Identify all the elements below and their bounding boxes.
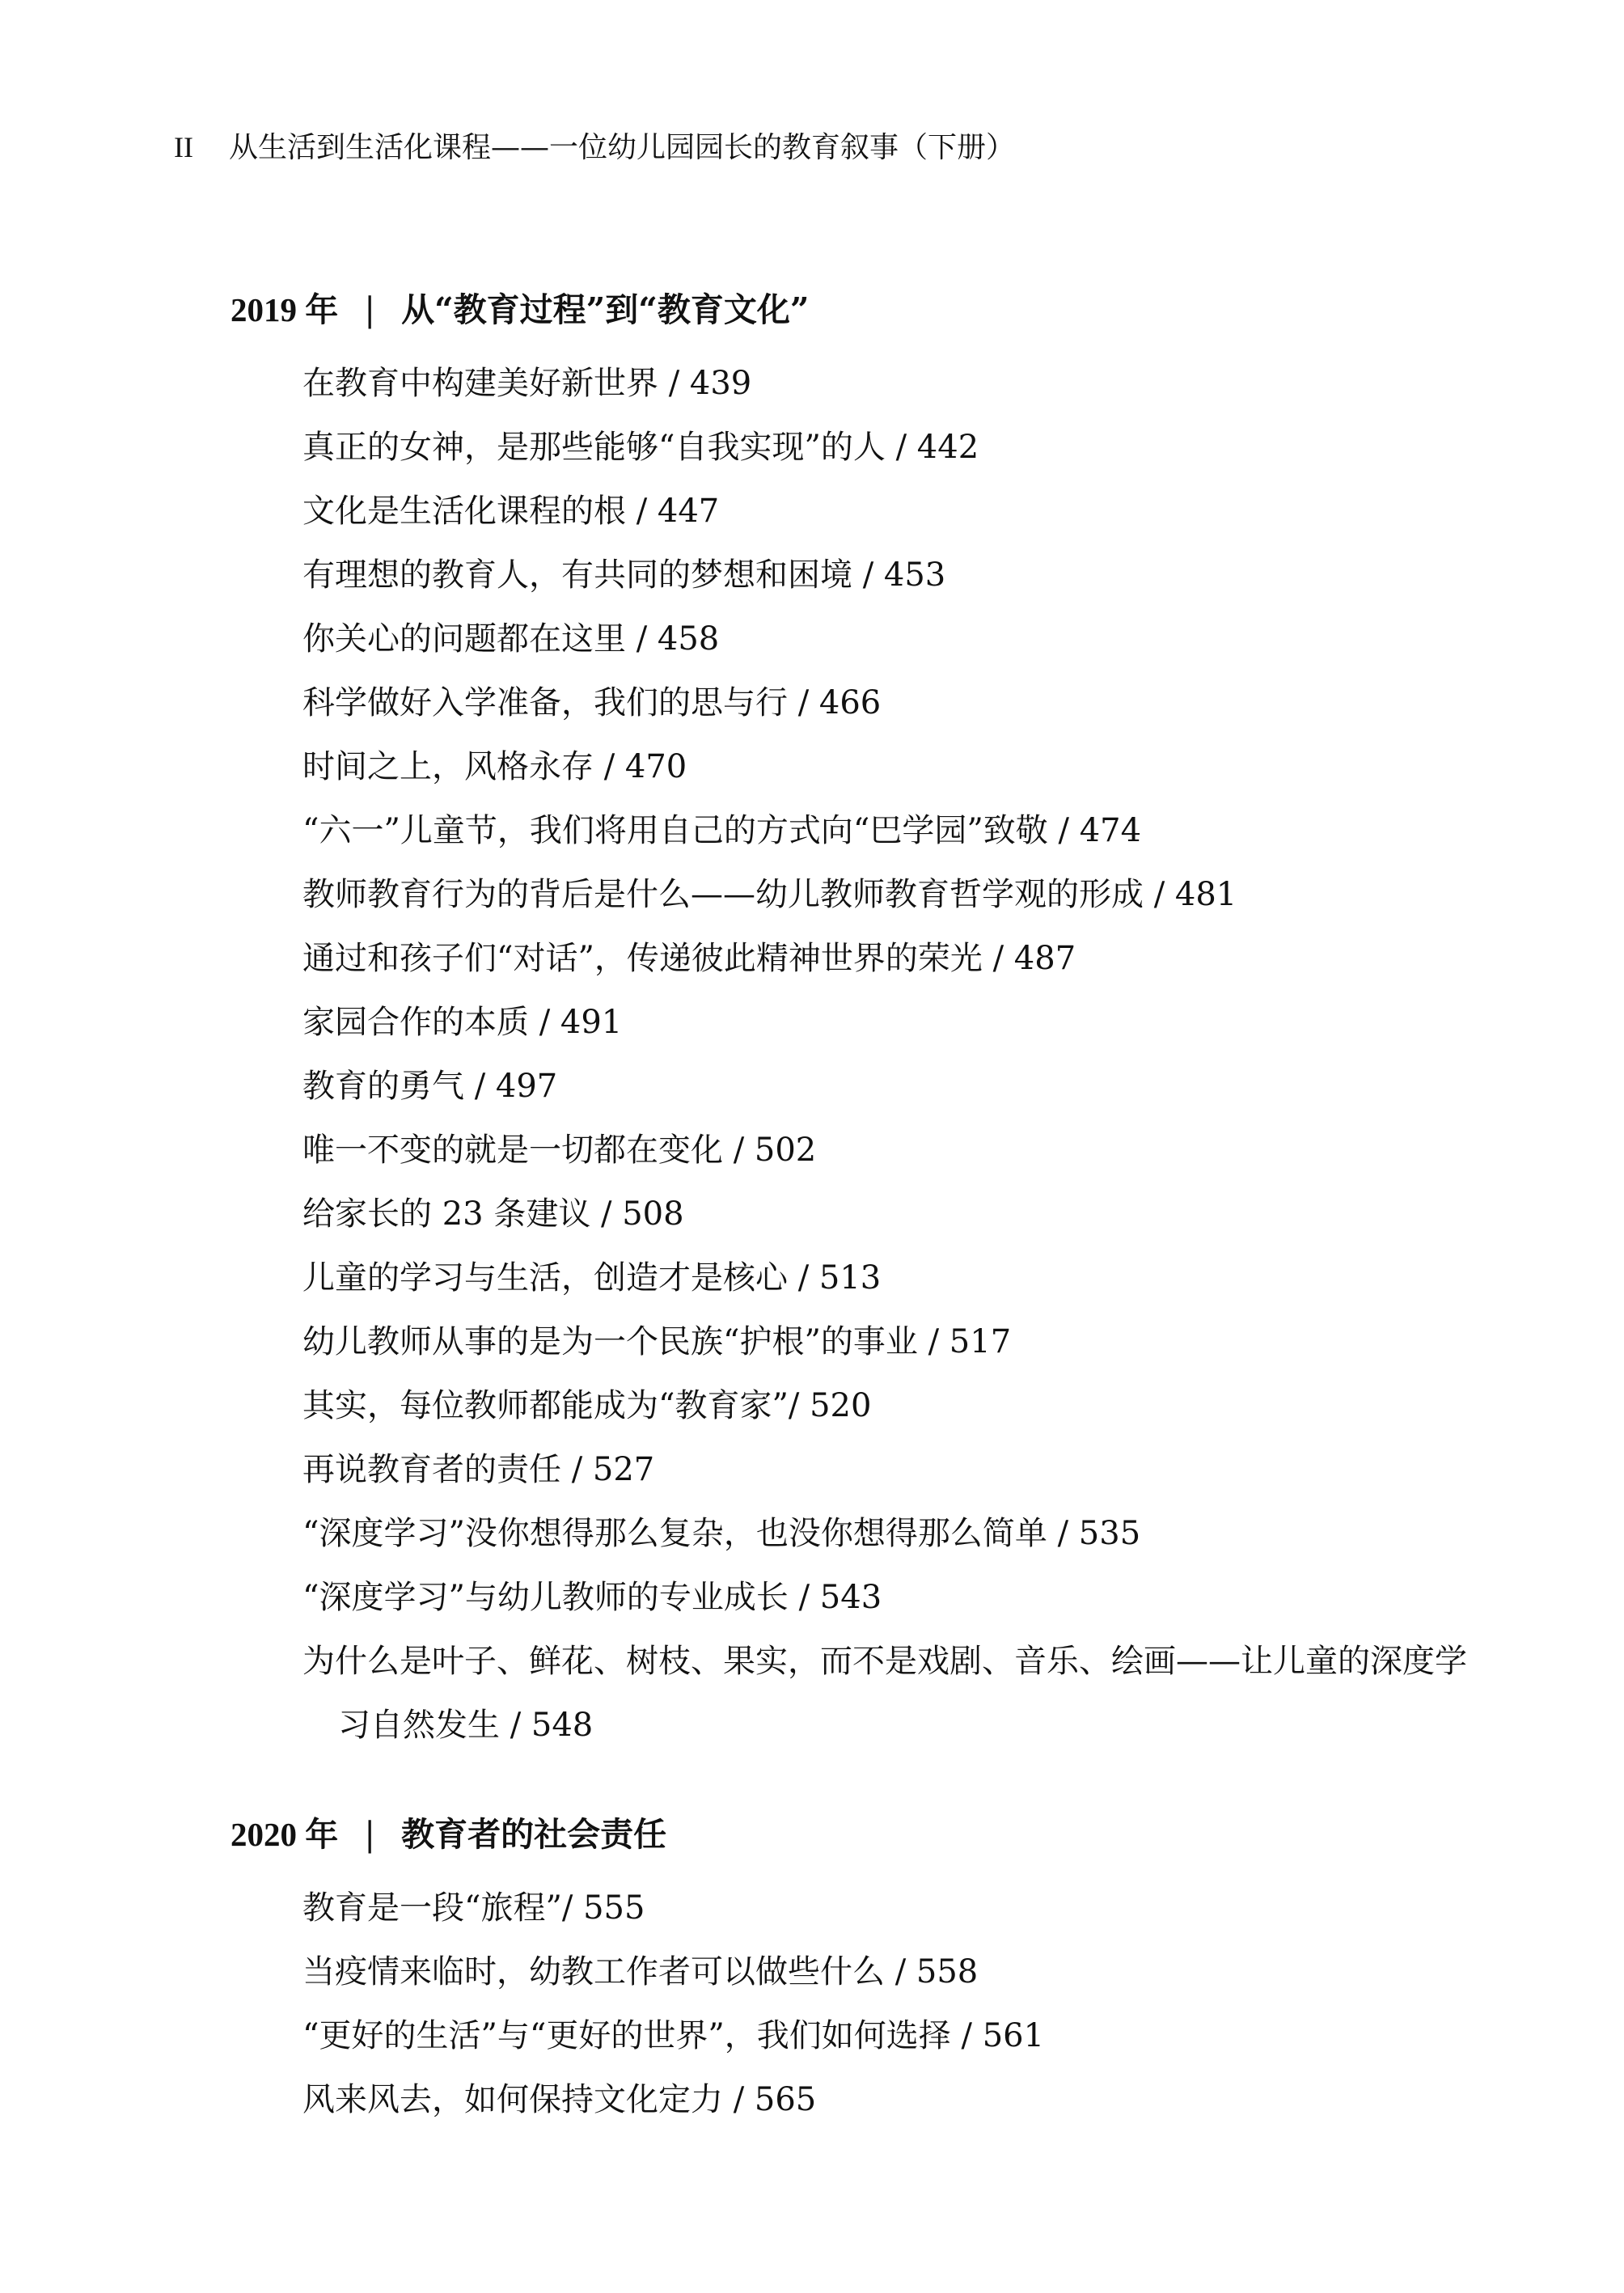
section-divider: | bbox=[364, 1815, 376, 1854]
toc-entry[interactable]: 教育的勇气 / 497 bbox=[302, 1068, 558, 1105]
toc-entry[interactable]: “深度学习”没你想得那么复杂，也没你想得那么简单 / 535 bbox=[302, 1515, 1141, 1552]
toc-entry[interactable]: 儿童的学习与生活，创造才是核心 / 513 bbox=[302, 1259, 882, 1297]
toc-entry[interactable]: 幼儿教师从事的是为一个民族“护根”的事业 / 517 bbox=[302, 1323, 1012, 1360]
toc-entry[interactable]: 科学做好入学准备，我们的思与行 / 466 bbox=[302, 684, 882, 721]
toc-entry[interactable]: 真正的女神，是那些能够“自我实现”的人 / 442 bbox=[302, 429, 979, 466]
toc-entry[interactable]: 唯一不变的就是一切都在变化 / 502 bbox=[302, 1132, 817, 1169]
toc-list bbox=[230, 352, 1492, 1758]
toc-entry[interactable]: 给家长的 23 条建议 / 508 bbox=[302, 1195, 684, 1233]
toc-entry[interactable]: 时间之上，风格永存 / 470 bbox=[302, 748, 687, 785]
toc-entry[interactable]: 有理想的教育人，有共同的梦想和困境 / 453 bbox=[302, 556, 946, 594]
toc-entry[interactable]: 在教育中构建美好新世界 / 439 bbox=[302, 365, 752, 402]
section-year: 2020 年 bbox=[230, 1816, 339, 1853]
toc-entry[interactable]: 家园合作的本质 / 491 bbox=[302, 1004, 623, 1041]
toc-entry[interactable]: 通过和孩子们“对话”，传递彼此精神世界的荣光 / 487 bbox=[302, 940, 1076, 977]
toc-entry[interactable]: 当疫情来临时，幼教工作者可以做些什么 / 558 bbox=[302, 1953, 979, 1991]
toc-entry[interactable]: “更好的生活”与“更好的世界”，我们如何选择 / 561 bbox=[302, 2017, 1045, 2054]
toc-entry[interactable]: 为什么是叶子、鲜花、树枝、果实，而不是戏剧、音乐、绘画——让儿童的深度学习自然发生 / 548 bbox=[302, 1643, 1467, 1744]
toc-entry[interactable]: “六一”儿童节，我们将用自己的方式向“巴学园”致敬 / 474 bbox=[302, 812, 1142, 849]
toc-entry[interactable]: 风来风去，如何保持文化定力 / 565 bbox=[302, 2081, 817, 2118]
toc-section-2020 bbox=[230, 1812, 1492, 2132]
toc-entry[interactable]: 教育是一段“旅程”/ 555 bbox=[302, 1889, 645, 1927]
section-title: 从“教育过程”到“教育文化” bbox=[401, 290, 810, 329]
section-heading bbox=[230, 1812, 1492, 1857]
book-title: 从生活到生活化课程——一位幼儿园园长的教育叙事（下册） bbox=[228, 131, 1015, 164]
toc-section-2019 bbox=[230, 287, 1492, 1758]
section-divider: | bbox=[364, 290, 376, 329]
toc-entry[interactable]: 教师教育行为的背后是什么——幼儿教师教育哲学观的形成 / 481 bbox=[302, 876, 1237, 913]
running-header bbox=[174, 128, 1015, 167]
section-year: 2019 年 bbox=[230, 291, 339, 328]
toc-list bbox=[230, 1876, 1492, 2132]
page-number: II bbox=[174, 131, 193, 163]
section-heading bbox=[230, 287, 1492, 332]
toc-entry[interactable]: “深度学习”与幼儿教师的专业成长 / 543 bbox=[302, 1579, 882, 1616]
toc-entry[interactable]: 你关心的问题都在这里 / 458 bbox=[302, 620, 720, 658]
toc-entry[interactable]: 文化是生活化课程的根 / 447 bbox=[302, 493, 720, 530]
toc-entry[interactable]: 其实，每位教师都能成为“教育家”/ 520 bbox=[302, 1387, 872, 1424]
section-title: 教育者的社会责任 bbox=[401, 1815, 667, 1854]
toc-entry[interactable]: 再说教育者的责任 / 527 bbox=[302, 1451, 655, 1488]
